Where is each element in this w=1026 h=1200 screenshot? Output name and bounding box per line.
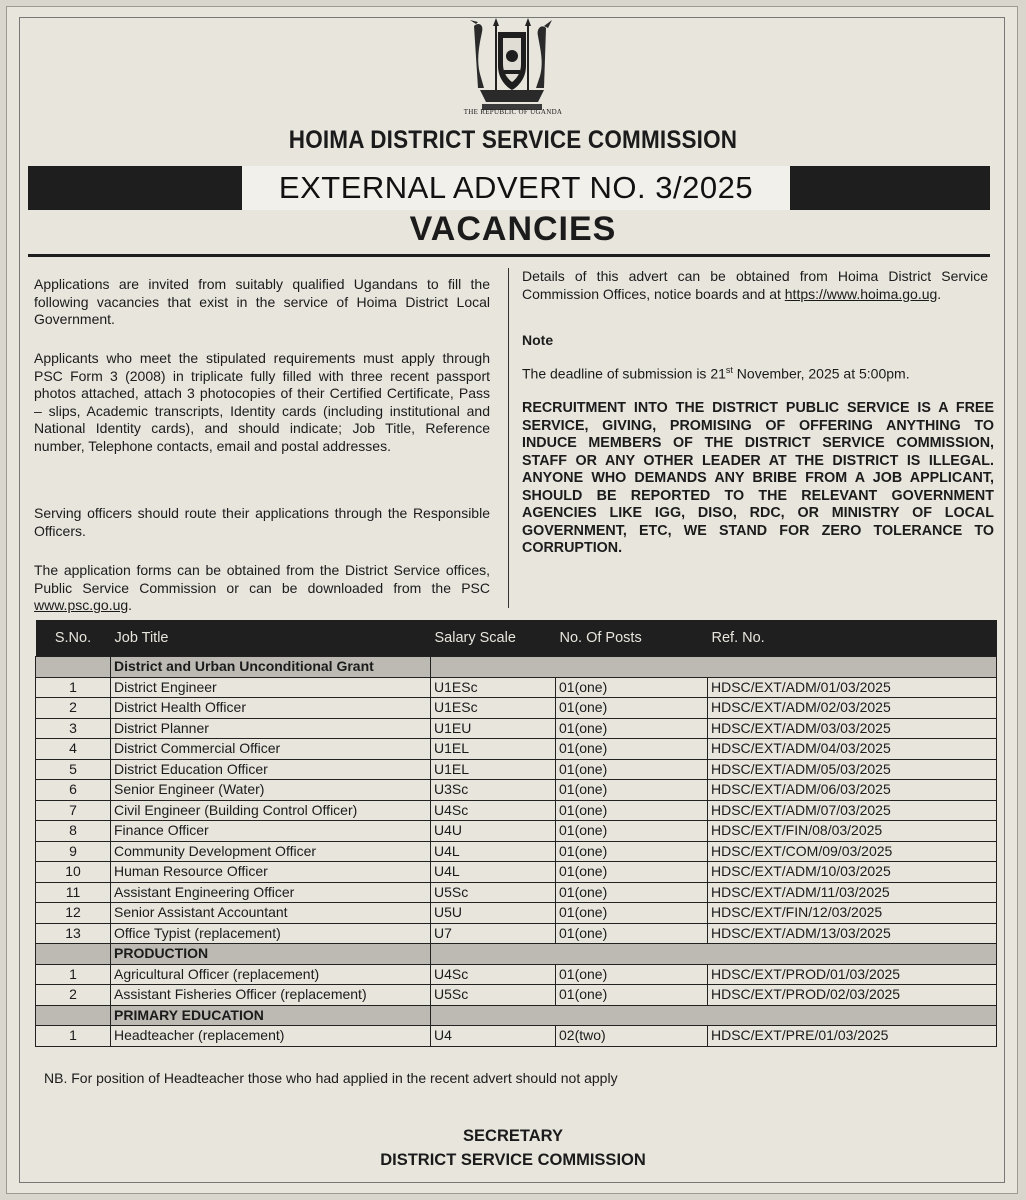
vacancies-heading: VACANCIES bbox=[409, 210, 617, 248]
table-row bbox=[36, 677, 997, 698]
cell-sno: 8 bbox=[36, 821, 111, 842]
table-section-row bbox=[36, 657, 997, 678]
deadline-pre: The deadline of submission is 21 bbox=[522, 365, 726, 382]
cell-posts: 01(one) bbox=[556, 862, 708, 883]
cell-posts: 01(one) bbox=[556, 780, 708, 801]
cell-salary-scale: U5Sc bbox=[431, 985, 556, 1006]
intro-paragraph: Applications are invited from suitably qualified Ugandans to fill the following vacancies that exist in the service of Hoima District Local Government. bbox=[34, 276, 490, 327]
application-forms-paragraph bbox=[34, 562, 490, 615]
cell-ref: HDSC/EXT/ADM/13/03/2025 bbox=[708, 923, 997, 944]
cell-sno: 5 bbox=[36, 759, 111, 780]
crest-caption: THE REPUBLIC OF UGANDA bbox=[463, 108, 563, 116]
cell-ref: HDSC/EXT/PRE/01/03/2025 bbox=[708, 1026, 997, 1047]
cell-job-title: Agricultural Officer (replacement) bbox=[111, 964, 431, 985]
deadline-text bbox=[522, 362, 988, 383]
table-row bbox=[36, 903, 997, 924]
cell-ref: HDSC/EXT/FIN/12/03/2025 bbox=[708, 903, 997, 924]
cell-job-title: Community Development Officer bbox=[111, 841, 431, 862]
cell-salary-scale: U4Sc bbox=[431, 800, 556, 821]
nb-note: NB. For position of Headteacher those who had applied in the recent advert should not apply bbox=[44, 1070, 618, 1086]
signature-block bbox=[0, 1124, 1026, 1172]
cell-ref: HDSC/EXT/ADM/06/03/2025 bbox=[708, 780, 997, 801]
cell-posts: 01(one) bbox=[556, 759, 708, 780]
cell-ref: HDSC/EXT/COM/09/03/2025 bbox=[708, 841, 997, 862]
cell-job-title: Senior Engineer (Water) bbox=[111, 780, 431, 801]
cell-posts: 01(one) bbox=[556, 903, 708, 924]
cell-ref: HDSC/EXT/ADM/03/03/2025 bbox=[708, 718, 997, 739]
cell-sno: 3 bbox=[36, 718, 111, 739]
cell-posts: 01(one) bbox=[556, 923, 708, 944]
section-spacer bbox=[36, 944, 111, 965]
table-row bbox=[36, 882, 997, 903]
commission-title: HOIMA DISTRICT SERVICE COMMISSION bbox=[288, 126, 738, 154]
cell-sno: 2 bbox=[36, 985, 111, 1006]
cell-salary-scale: U1EL bbox=[431, 739, 556, 760]
cell-posts: 01(one) bbox=[556, 985, 708, 1006]
cell-sno: 4 bbox=[36, 739, 111, 760]
cell-sno: 9 bbox=[36, 841, 111, 862]
section-spacer bbox=[36, 657, 111, 678]
cell-salary-scale: U3Sc bbox=[431, 780, 556, 801]
table-body bbox=[36, 657, 997, 1047]
table-row bbox=[36, 923, 997, 944]
section-fill bbox=[431, 944, 997, 965]
cell-sno: 1 bbox=[36, 1026, 111, 1047]
cell-salary-scale: U7 bbox=[431, 923, 556, 944]
column-divider bbox=[508, 268, 509, 608]
table-section-row bbox=[36, 1005, 997, 1026]
table-row bbox=[36, 759, 997, 780]
cell-sno: 7 bbox=[36, 800, 111, 821]
section-title: District and Urban Unconditional Grant bbox=[111, 657, 431, 678]
cell-job-title: Assistant Engineering Officer bbox=[111, 882, 431, 903]
section-fill bbox=[431, 1005, 997, 1026]
cell-salary-scale: U1EL bbox=[431, 759, 556, 780]
cell-salary-scale: U4Sc bbox=[431, 964, 556, 985]
table-row bbox=[36, 800, 997, 821]
details-end: . bbox=[937, 285, 942, 302]
deadline-sup: st bbox=[725, 365, 733, 375]
note-heading: Note bbox=[522, 332, 554, 348]
cell-posts: 01(one) bbox=[556, 841, 708, 862]
requirements-paragraph: Applicants who meet the stipulated requirements must apply through PSC Form 3 (2008) in triplicate fully filled with three recent passport photos attached, attach 3 photocopies of their Certified Certificate, Pass – slips, Academic transcripts, Identity cards (including institutional and National Identity cards), and should indicate; Job Title, Reference number, Telephone contacts, email and postal addresses. bbox=[34, 350, 490, 454]
secretary-commission: DISTRICT SERVICE COMMISSION bbox=[380, 1151, 646, 1169]
header-sno: S.No. bbox=[36, 620, 111, 657]
cell-job-title: District Planner bbox=[111, 718, 431, 739]
cell-posts: 01(one) bbox=[556, 718, 708, 739]
cell-posts: 01(one) bbox=[556, 821, 708, 842]
table-row bbox=[36, 862, 997, 883]
cell-ref: HDSC/EXT/ADM/04/03/2025 bbox=[708, 739, 997, 760]
details-paragraph bbox=[522, 268, 988, 303]
table-row bbox=[36, 985, 997, 1006]
table-row bbox=[36, 780, 997, 801]
cell-sno: 12 bbox=[36, 903, 111, 924]
section-spacer bbox=[36, 1005, 111, 1026]
cell-sno: 13 bbox=[36, 923, 111, 944]
cell-job-title: Human Resource Officer bbox=[111, 862, 431, 883]
cell-ref: HDSC/EXT/ADM/07/03/2025 bbox=[708, 800, 997, 821]
cell-posts: 01(one) bbox=[556, 698, 708, 719]
table-row bbox=[36, 964, 997, 985]
cell-job-title: Senior Assistant Accountant bbox=[111, 903, 431, 924]
cell-salary-scale: U4L bbox=[431, 862, 556, 883]
table-row bbox=[36, 718, 997, 739]
cell-salary-scale: U4L bbox=[431, 841, 556, 862]
cell-salary-scale: U4U bbox=[431, 821, 556, 842]
forms-end: . bbox=[128, 597, 133, 613]
serving-officers-paragraph: Serving officers should route their applications through the Responsible Officers. bbox=[34, 505, 490, 539]
table-row bbox=[36, 739, 997, 760]
cell-salary-scale: U1EU bbox=[431, 718, 556, 739]
hoima-link[interactable]: https://www.hoima.go.ug bbox=[784, 285, 938, 302]
table-row bbox=[36, 1026, 997, 1047]
cell-job-title: District Engineer bbox=[111, 677, 431, 698]
cell-job-title: Assistant Fisheries Officer (replacement) bbox=[111, 985, 431, 1006]
cell-ref: HDSC/EXT/ADM/10/03/2025 bbox=[708, 862, 997, 883]
cell-ref: HDSC/EXT/ADM/01/03/2025 bbox=[708, 677, 997, 698]
cell-ref: HDSC/EXT/FIN/08/03/2025 bbox=[708, 821, 997, 842]
cell-ref: HDSC/EXT/ADM/05/03/2025 bbox=[708, 759, 997, 780]
table-header-row bbox=[36, 620, 997, 657]
table-row bbox=[36, 821, 997, 842]
cell-posts: 01(one) bbox=[556, 882, 708, 903]
heading-rule bbox=[28, 254, 990, 257]
section-title: PRODUCTION bbox=[111, 944, 431, 965]
cell-posts: 01(one) bbox=[556, 964, 708, 985]
header-salary-scale: Salary Scale bbox=[431, 620, 556, 657]
vacancies-table bbox=[35, 620, 997, 1047]
cell-salary-scale: U5Sc bbox=[431, 882, 556, 903]
cell-sno: 6 bbox=[36, 780, 111, 801]
deadline-post: November, 2025 at 5:00pm. bbox=[732, 365, 910, 382]
table-section-row bbox=[36, 944, 997, 965]
section-fill bbox=[431, 657, 997, 678]
cell-salary-scale: U1ESc bbox=[431, 698, 556, 719]
advert-number: EXTERNAL ADVERT NO. 3/2025 bbox=[242, 166, 790, 210]
cell-sno: 1 bbox=[36, 964, 111, 985]
cell-job-title: Finance Officer bbox=[111, 821, 431, 842]
anti-corruption-warning: RECRUITMENT INTO THE DISTRICT PUBLIC SERVICE IS A FREE SERVICE, GIVING, PROMISING OF OFFERING ANYTHING TO INDUCE MEMBERS OF THE DISTRICT SERVICE COMMISSION, STAFF OR ANY OTHER LEADER AT THE DISTRICT IS ILLEGAL. ANYONE WHO DEMANDS ANY BRIBE FROM A JOB APPLICANT, SHOULD BE REPORTED TO THE RELEVANT GOVERNMENT AGENCIES LIKE IGG, DISO, RDC, OR MINISTRY OF LOCAL GOVERNMENT, ETC, WE STAND FOR ZERO TOLERANCE TO CORRUPTION. bbox=[522, 400, 994, 556]
cell-posts: 01(one) bbox=[556, 739, 708, 760]
cell-job-title: Office Typist (replacement) bbox=[111, 923, 431, 944]
cell-sno: 11 bbox=[36, 882, 111, 903]
cell-salary-scale: U5U bbox=[431, 903, 556, 924]
psc-link[interactable]: www.psc.go.ug bbox=[34, 597, 129, 613]
cell-job-title: District Commercial Officer bbox=[111, 739, 431, 760]
header-job-title: Job Title bbox=[111, 620, 431, 657]
header-posts: No. Of Posts bbox=[556, 620, 708, 657]
uganda-coat-of-arms-icon bbox=[466, 18, 558, 114]
cell-sno: 10 bbox=[36, 862, 111, 883]
secretary-title: SECRETARY bbox=[463, 1127, 563, 1145]
cell-posts: 02(two) bbox=[556, 1026, 708, 1047]
cell-job-title: Headteacher (replacement) bbox=[111, 1026, 431, 1047]
cell-job-title: Civil Engineer (Building Control Officer) bbox=[111, 800, 431, 821]
cell-posts: 01(one) bbox=[556, 677, 708, 698]
cell-ref: HDSC/EXT/PROD/01/03/2025 bbox=[708, 964, 997, 985]
cell-salary-scale: U4 bbox=[431, 1026, 556, 1047]
cell-job-title: District Education Officer bbox=[111, 759, 431, 780]
header-ref: Ref. No. bbox=[708, 620, 997, 657]
details-text: Details of this advert can be obtained from Hoima District Service Commission Offices, notice boards and at bbox=[522, 268, 988, 302]
forms-text: The application forms can be obtained from the District Service offices, Public Service Commission or can be downloaded from the PSC bbox=[34, 562, 490, 596]
cell-ref: HDSC/EXT/ADM/02/03/2025 bbox=[708, 698, 997, 719]
table-row bbox=[36, 698, 997, 719]
cell-salary-scale: U1ESc bbox=[431, 677, 556, 698]
cell-ref: HDSC/EXT/ADM/11/03/2025 bbox=[708, 882, 997, 903]
cell-sno: 1 bbox=[36, 677, 111, 698]
table-row bbox=[36, 841, 997, 862]
section-title: PRIMARY EDUCATION bbox=[111, 1005, 431, 1026]
cell-posts: 01(one) bbox=[556, 800, 708, 821]
cell-ref: HDSC/EXT/PROD/02/03/2025 bbox=[708, 985, 997, 1006]
advert-number-bar bbox=[28, 166, 990, 210]
cell-job-title: District Health Officer bbox=[111, 698, 431, 719]
cell-sno: 2 bbox=[36, 698, 111, 719]
